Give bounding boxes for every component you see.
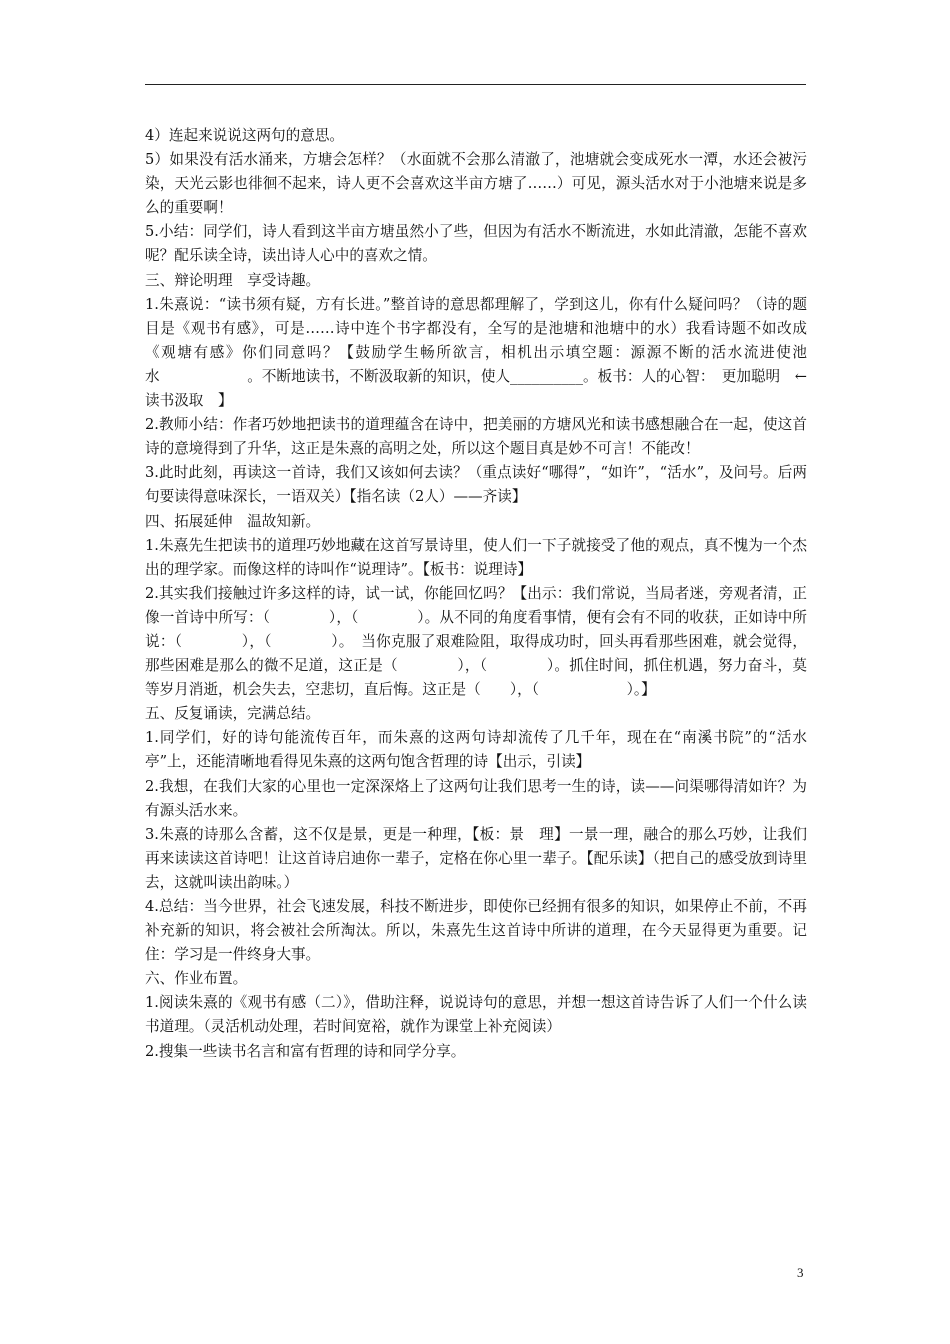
paragraph: 2.我想，在我们大家的心里也一定深深烙上了这两句让我们思考一生的诗，读——问渠哪得清如许？为有源头活水来。 — [145, 777, 807, 819]
paragraph: 2.其实我们接触过许多这样的诗，试一试，你能回忆吗？【出示：我们常说，当局者迷，旁观者清，正像一首诗中所写：（ ），（ ）。从不同的角度看事情，便有会有不同的收获，正如诗中所说：（ ），（ ）。 当你克服了艰难险阻，取得成功时，回头再看那些困难，就会觉得，那些困难是那么的微不足道，这正是（ ），（ ）。抓住时间，抓住机遇，努力奋斗，莫等岁月消逝，机会失去，空悲切，直后悔。这正是（ ），（ ）。】 — [145, 584, 807, 699]
page-number: 3 — [797, 1265, 804, 1280]
paragraph: 3.朱熹的诗那么含蓄，这不仅是景，更是一种理，【板：景 理】一景一理，融合的那么巧妙，让我们再来读读这首诗吧！让这首诗启迪你一辈子，定格在你心里一辈子。【配乐读】（把自己的感受放到诗里去，这就叫读出韵味。） — [145, 825, 807, 891]
paragraph: 2.搜集一些读书名言和富有哲理的诗和同学分享。 — [145, 1042, 466, 1060]
paragraph: 5）如果没有活水涌来，方塘会怎样？（水面就不会那么清澈了，池塘就会变成死水一潭，水还会被污染，天光云影也徘徊不起来，诗人更不会喜欢这半亩方塘了……）可见，源头活水对于小池塘来说是多么的重要啊！ — [145, 151, 807, 217]
section-heading: 四、拓展延伸 温故知新。 — [145, 512, 321, 530]
paragraph: 1.朱熹说：“读书须有疑，方有长进。”整首诗的意思都理解了，学到这儿，你有什么疑问吗？（诗的题目是《观书有感》，可是……诗中连个书字都没有，全写的是池塘和池塘中的水）我看诗题不如改成《观塘有感》你们同意吗？【鼓励学生畅所欲言，相机出示填空题：源源不断的活水流进使池水 。不断地读书，不断汲取新的知识，使人__________。板书：人的心智： 更加聪明 ← 读书汲取 】 — [145, 295, 822, 410]
paragraph: 1.阅读朱熹的《观书有感（二）》，借助注释，说说诗句的意思，并想一想这首诗告诉了人们一个什么读书道理。（灵活机动处理，若时间宽裕，就作为课堂上补充阅读） — [145, 994, 807, 1036]
paragraph: 2.教师小结：作者巧妙地把读书的道理蕴含在诗中，把美丽的方塘风光和读书感想融合在一起，使这首诗的意境得到了升华，这正是朱熹的高明之处，所以这个题目真是妙不可言！不能改！ — [145, 416, 807, 458]
header-rule — [145, 84, 806, 85]
document-body — [145, 124, 822, 1064]
paragraph: 1.同学们，好的诗句能流传百年，而朱熹的这两句诗却流传了几千年，现在在“南溪书院”的“活水亭”上，还能清晰地看得见朱熹的这两句饱含哲理的诗【出示，引读】 — [145, 729, 807, 771]
paragraph: 4.总结：当今世界，社会飞速发展，科技不断进步，即使你已经拥有很多的知识，如果停止不前，不再补充新的知识，将会被社会所淘汰。所以，朱熹先生这首诗中所讲的道理，在今天显得更为重要。记住：学习是一件终身大事。 — [145, 898, 807, 964]
paragraph: 4）连起来说说这两句的意思。 — [145, 127, 345, 144]
paragraph: 3.此时此刻，再读这一首诗，我们又该如何去读？（重点读好“哪得”，“如许”，“活水”，及问号。后两句要读得意味深长，一语双关）【指名读（2人）——齐读】 — [145, 464, 807, 506]
paragraph: 1.朱熹先生把读书的道理巧妙地藏在这首写景诗里，使人们一下子就接受了他的观点，真不愧为一个杰出的理学家。而像这样的诗叫作“说理诗”。【板书：说理诗】 — [145, 536, 807, 578]
section-heading: 六、作业布置。 — [145, 970, 248, 988]
paragraph: 5.小结：同学们，诗人看到这半亩方塘虽然小了些，但因为有活水不断流进，水如此清澈，怎能不喜欢呢？配乐读全诗，读出诗人心中的喜欢之情。 — [145, 223, 807, 265]
section-heading: 五、反复诵读，完满总结。 — [145, 705, 321, 723]
section-heading: 三、辩论明理 享受诗趣。 — [145, 271, 321, 289]
